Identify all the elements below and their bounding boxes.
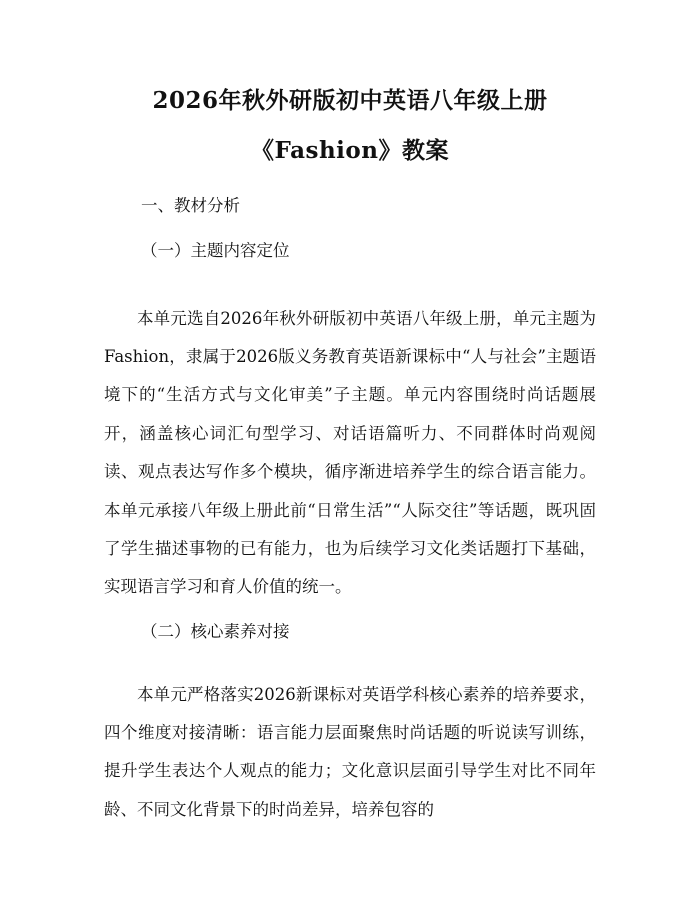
document-title-line-1: 2026年秋外研版初中英语八年级上册 [152, 87, 548, 114]
section-heading-textbook-analysis: 一、教材分析 [141, 196, 240, 215]
document-title-line-2: 《Fashion》教案 [251, 137, 449, 164]
paragraph-theme-positioning: 本单元选自2026年秋外研版初中英语八年级上册，单元主题为Fashion，隶属于2026版义务教育英语新课标中“人与社会”主题语境下的“生活方式与文化审美”子主题。单元内容围绕时尚话题展开，涵盖核心词汇句型学习、对话语篇听力、不同群体时尚观阅读、观点表达写作多个模块，循序渐进培养学生的综合语言能力。本单元承接八年级上册此前“日常生活”“人际交往”等话题，既巩固了学生描述事物的已有能力，也为后续学习文化类话题打下基础，实现语言学习和育人价值的统一。 [104, 308, 596, 597]
subsection-heading-theme-positioning: （一）主题内容定位 [141, 241, 290, 260]
subsection-heading-core-literacy: （二）核心素养对接 [141, 622, 290, 641]
paragraph-core-literacy: 本单元严格落实2026新课标对英语学科核心素养的培养要求，四个维度对接清晰：语言能力层面聚焦时尚话题的听说读写训练，提升学生表达个人观点的能力；文化意识层面引导学生对比不同年龄、不同文化背景下的时尚差异，培养包容的 [104, 684, 596, 819]
